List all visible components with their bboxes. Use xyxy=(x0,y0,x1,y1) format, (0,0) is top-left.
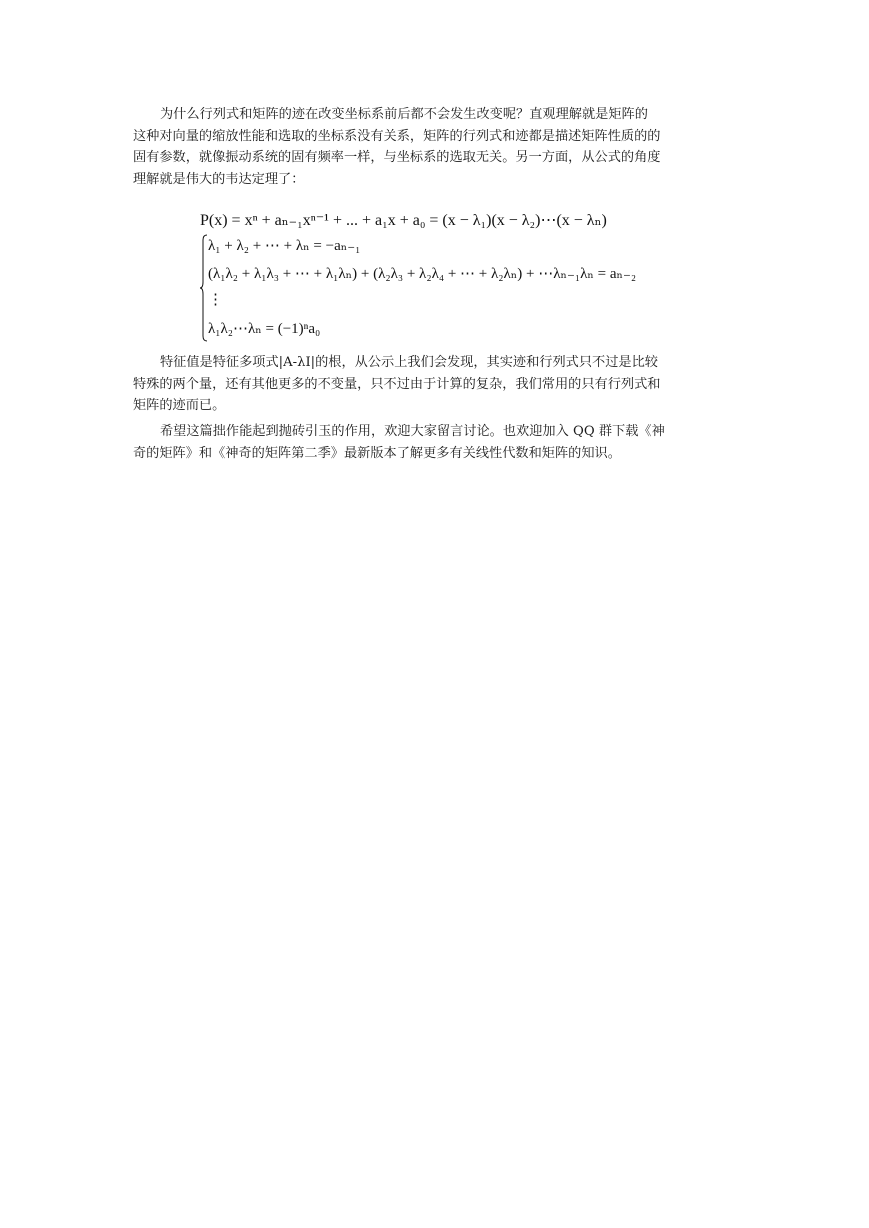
text-line: 固有参数，就像振动系统的固有频率一样，与坐标系的选取无关。另一方面，从公式的角度 xyxy=(133,150,661,166)
text-line: 特殊的两个量，还有其他更多的不变量，只不过由于计算的复杂，我们常用的只有行列式和 xyxy=(133,376,661,392)
paragraph-eigenvalues xyxy=(133,352,737,417)
left-brace-icon xyxy=(200,234,208,342)
vertical-ellipsis: ⋮ xyxy=(208,292,223,308)
paragraph-intro xyxy=(133,104,737,190)
characteristic-polynomial: P(x) = xⁿ + aₙ₋₁xⁿ⁻¹ + ... + a₁x + a₀ = (x − λ₁)(x − λ₂)⋯(x − λₙ) xyxy=(200,212,607,229)
text-line: 矩阵的迹而已。 xyxy=(133,398,226,414)
text-line: 这种对向量的缩放性能和选取的坐标系没有关系，矩阵的行列式和迹都是描述矩阵性质的的 xyxy=(133,128,661,144)
text-line: 为什么行列式和矩阵的迹在改变坐标系前后都不会发生改变呢？直观理解就是矩阵的 xyxy=(160,107,648,122)
text-line: 奇的矩阵》和《神奇的矩阵第二季》最新版本了解更多有关线性代数和矩阵的知识。 xyxy=(133,445,621,461)
text-line: 希望这篇拙作能起到抛砖引玉的作用，欢迎大家留言讨论。也欢迎加入 QQ 群下载《神 xyxy=(160,424,665,439)
text-line: 特征值是特征多项式|A-λI|的根，从公示上我们会发现，其实迹和行列式只不过是比较 xyxy=(160,355,658,370)
vieta-equation-product: λ₁λ₂⋯λₙ = (−1)ⁿa₀ xyxy=(208,321,321,337)
text-line: 理解就是伟大的韦达定理了： xyxy=(133,171,305,187)
vieta-equation-sum: λ₁ + λ₂ + ⋯ + λₙ = −aₙ₋₁ xyxy=(208,238,361,254)
paragraph-closing xyxy=(133,421,737,464)
vieta-equation-pairs: (λ₁λ₂ + λ₁λ₃ + ⋯ + λ₁λₙ) + (λ₂λ₃ + λ₂λ₄ + ⋯ + λ₂λₙ) + ⋯λₙ₋₁λₙ = aₙ₋₂ xyxy=(208,266,637,282)
vieta-formula-block xyxy=(200,206,720,346)
